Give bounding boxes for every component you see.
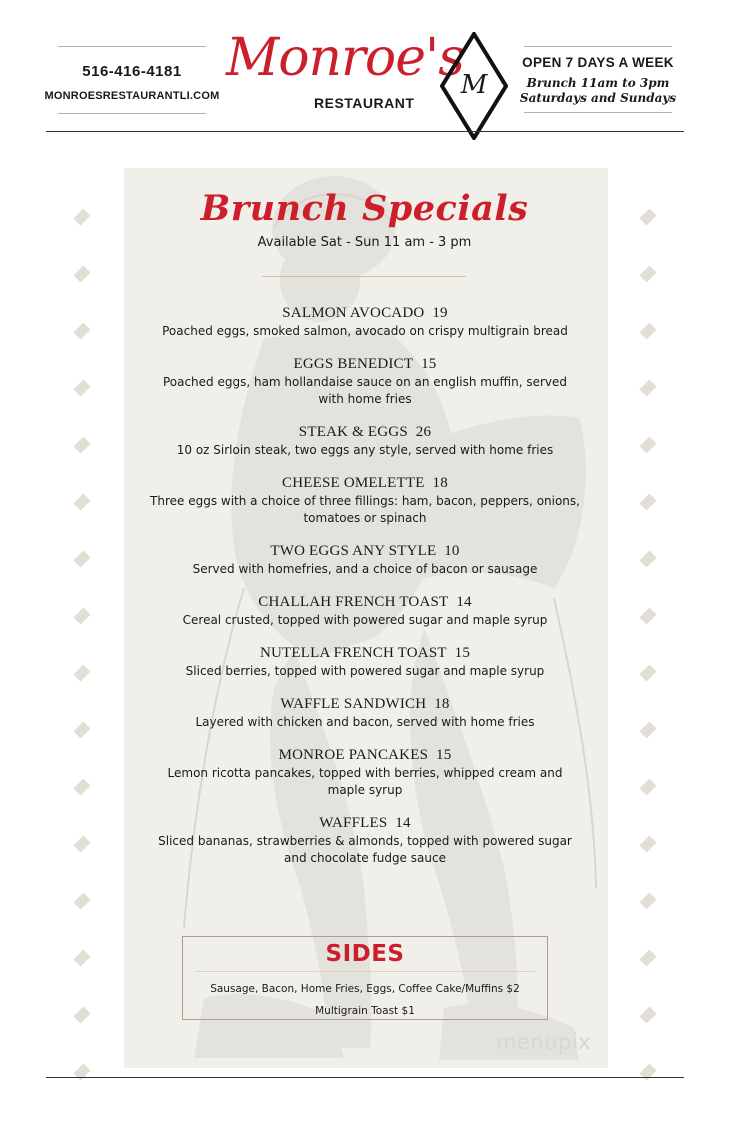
diamond-ornament bbox=[639, 949, 656, 966]
sides-box bbox=[182, 936, 548, 1020]
item-name: CHEESE OMELETTE bbox=[282, 475, 425, 491]
item-price: 18 bbox=[434, 696, 450, 712]
item-name: CHALLAH FRENCH TOAST bbox=[258, 594, 449, 610]
diamond-ornament bbox=[73, 322, 90, 339]
menu-item bbox=[150, 424, 580, 459]
diamond-ornament bbox=[73, 607, 90, 624]
menu-item bbox=[150, 356, 580, 408]
diamond-ornament bbox=[73, 379, 90, 396]
divider bbox=[524, 112, 672, 113]
item-name: MONROE PANCAKES bbox=[278, 747, 429, 763]
menu-item bbox=[150, 475, 580, 527]
phone-number[interactable]: 516-416-4181 bbox=[82, 63, 182, 80]
diamond-ornament bbox=[73, 835, 90, 852]
item-price: 19 bbox=[432, 305, 448, 321]
item-name: EGGS BENEDICT bbox=[293, 356, 414, 372]
monogram-letter: M bbox=[460, 70, 488, 100]
right-diamond-column bbox=[637, 210, 659, 1122]
item-price: 15 bbox=[421, 356, 437, 372]
diamond-ornament bbox=[639, 778, 656, 795]
hours-line-2: Saturdays and Sundays bbox=[519, 91, 677, 105]
diamond-ornament bbox=[73, 949, 90, 966]
website-link[interactable]: MONROESRESTAURANTLI.COM bbox=[44, 90, 220, 102]
sides-line-2: Multigrain Toast $1 bbox=[315, 1005, 415, 1017]
diamond-ornament bbox=[639, 721, 656, 738]
diamond-ornament bbox=[639, 493, 656, 510]
section-title: Brunch Specials bbox=[200, 188, 529, 229]
monogram-diamond bbox=[440, 32, 508, 140]
item-description: 10 oz Sirloin steak, two eggs any style, served with home fries bbox=[176, 443, 554, 457]
item-name: WAFFLES bbox=[319, 815, 388, 831]
diamond-ornament bbox=[73, 265, 90, 282]
hours-line-1: Brunch 11am to 3pm bbox=[526, 76, 670, 90]
item-price: 18 bbox=[432, 475, 448, 491]
title-divider bbox=[262, 276, 466, 277]
footer-rule bbox=[46, 1077, 684, 1078]
logo-subtitle: RESTAURANT bbox=[314, 95, 415, 111]
diamond-ornament bbox=[639, 835, 656, 852]
logo-script-text: Monroe's bbox=[226, 28, 464, 88]
item-description: Three eggs with a choice of three fillings: ham, bacon, peppers, onions, tomatoes or spinach bbox=[150, 494, 580, 525]
diamond-ornament bbox=[639, 265, 656, 282]
menu-item bbox=[150, 815, 580, 867]
diamond-ornament bbox=[73, 436, 90, 453]
item-description: Served with homefries, and a choice of bacon or sausage bbox=[192, 562, 538, 576]
diamond-ornament bbox=[73, 550, 90, 567]
diamond-ornament bbox=[639, 379, 656, 396]
item-price: 15 bbox=[436, 747, 452, 763]
diamond-ornament bbox=[73, 664, 90, 681]
diamond-ornament bbox=[639, 436, 656, 453]
divider bbox=[524, 46, 672, 47]
item-price: 15 bbox=[454, 645, 471, 661]
sides-line-1: Sausage, Bacon, Home Fries, Eggs, Coffee Cake/Muffins $2 bbox=[210, 983, 520, 995]
header-contact bbox=[44, 46, 220, 114]
item-description: Poached eggs, ham hollandaise sauce on an english muffin, served with home fries bbox=[162, 375, 568, 406]
diamond-ornament bbox=[639, 664, 656, 681]
item-description: Sliced bananas, strawberries & almonds, topped with powered sugar and chocolate fudge sauce bbox=[158, 834, 572, 865]
restaurant-logo bbox=[222, 28, 464, 118]
brunch-hours bbox=[512, 76, 684, 106]
sides-divider bbox=[195, 971, 535, 972]
diamond-ornament bbox=[73, 1006, 90, 1023]
header-rule bbox=[46, 131, 684, 132]
item-name: STEAK & EGGS bbox=[298, 424, 408, 440]
left-diamond-column bbox=[71, 210, 93, 1122]
menu-item bbox=[150, 543, 580, 578]
divider bbox=[58, 113, 206, 114]
diamond-ornament bbox=[639, 607, 656, 624]
menu-list bbox=[150, 305, 580, 883]
item-description: Sliced berries, topped with powered sugar and maple syrup bbox=[185, 664, 545, 678]
item-price: 14 bbox=[395, 815, 411, 831]
header-hours bbox=[512, 46, 684, 113]
item-name: TWO EGGS ANY STYLE bbox=[270, 543, 437, 559]
diamond-ornament bbox=[73, 778, 90, 795]
diamond-ornament bbox=[73, 493, 90, 510]
diamond-ornament bbox=[73, 892, 90, 909]
diamond-ornament bbox=[73, 721, 90, 738]
item-price: 14 bbox=[456, 594, 472, 610]
item-name: WAFFLE SANDWICH bbox=[280, 696, 427, 712]
diamond-ornament bbox=[639, 892, 656, 909]
item-price: 26 bbox=[415, 424, 432, 440]
item-price: 10 bbox=[444, 543, 460, 559]
availability-text: Available Sat - Sun 11 am - 3 pm bbox=[257, 235, 472, 250]
item-description: Poached eggs, smoked salmon, avocado on crispy multigrain bread bbox=[162, 324, 568, 338]
item-name: SALMON AVOCADO bbox=[282, 305, 425, 321]
sides-title: SIDES bbox=[325, 941, 405, 967]
divider bbox=[58, 46, 206, 47]
item-description: Layered with chicken and bacon, served with home fries bbox=[195, 715, 535, 729]
menu-item bbox=[150, 645, 580, 680]
menu-item bbox=[150, 305, 580, 340]
item-description: Cereal crusted, topped with powered sugar and maple syrup bbox=[182, 613, 548, 627]
diamond-ornament bbox=[639, 322, 656, 339]
item-name: NUTELLA FRENCH TOAST bbox=[259, 645, 447, 661]
menu-item bbox=[150, 594, 580, 629]
diamond-ornament bbox=[639, 1006, 656, 1023]
menu-item bbox=[150, 747, 580, 799]
item-description: Lemon ricotta pancakes, topped with berries, whipped cream and maple syrup bbox=[167, 766, 563, 797]
menu-item bbox=[150, 696, 580, 731]
open-days-text: OPEN 7 DAYS A WEEK bbox=[522, 55, 674, 70]
diamond-ornament bbox=[639, 550, 656, 567]
watermark: menupix bbox=[496, 1030, 592, 1054]
